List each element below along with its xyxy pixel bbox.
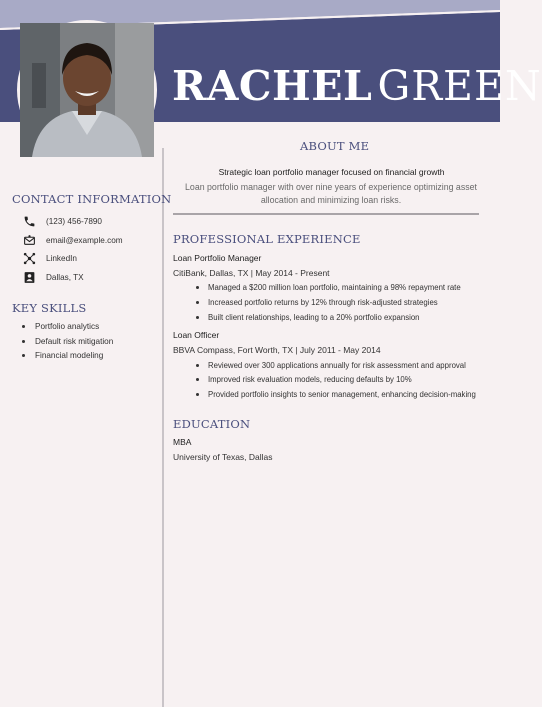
job-bullet: Managed a $200 million loan portfolio, maintaining a 98% repayment rate	[196, 283, 461, 292]
column-divider	[162, 148, 164, 707]
contact-phone-text: (123) 456-7890	[46, 216, 102, 226]
contact-location	[22, 270, 84, 284]
job-meta: BBVA Compass, Fort Worth, TX | July 2011 - May 2014	[173, 345, 381, 355]
first-name: RACHEL	[172, 62, 373, 110]
profile-photo	[17, 20, 157, 160]
skill-item: Portfolio analytics	[22, 322, 99, 331]
skill-item: Default risk mitigation	[22, 337, 113, 346]
contact-linkedin-text[interactable]: LinkedIn	[46, 253, 77, 263]
portrait-image	[20, 23, 154, 157]
skills-section-title: KEY SKILLS	[12, 301, 87, 315]
job-bullet: Provided portfolio insights to senior management, enhancing decision-making	[196, 390, 476, 399]
job-bullet: Reviewed over 300 applications annually for risk assessment and approval	[196, 361, 466, 370]
location-icon	[22, 270, 36, 284]
candidate-name	[172, 62, 542, 110]
education-section-title: EDUCATION	[173, 417, 251, 431]
job-bullet: Increased portfolio returns by 12% through risk-adjusted strategies	[196, 298, 438, 307]
contact-phone	[22, 214, 102, 228]
contact-location-text: Dallas, TX	[46, 272, 84, 282]
about-section-title: ABOUT ME	[300, 139, 370, 153]
about-body: Loan portfolio manager with over nine years of experience optimizing asset allocation and minimizing loan risks.	[185, 182, 477, 205]
about-headline: Strategic loan portfolio manager focused on financial growth	[218, 167, 445, 177]
contact-section-title: CONTACT INFORMATION	[12, 192, 172, 206]
job-meta: CitiBank, Dallas, TX | May 2014 - Present	[173, 268, 330, 278]
job-bullet: Improved risk evaluation models, reducing defaults by 10%	[196, 375, 412, 384]
linkedin-icon	[22, 251, 36, 265]
sidebar	[0, 122, 162, 707]
email-icon	[22, 233, 36, 247]
last-name: GREEN	[377, 62, 542, 110]
contact-linkedin[interactable]	[22, 251, 77, 265]
job-title: Loan Portfolio Manager	[173, 253, 262, 263]
phone-icon	[22, 214, 36, 228]
section-divider	[173, 213, 479, 215]
contact-email[interactable]	[22, 233, 123, 247]
education-degree: MBA	[173, 437, 192, 447]
contact-email-text[interactable]: email@example.com	[46, 235, 123, 245]
education-school: University of Texas, Dallas	[173, 452, 273, 462]
job-title: Loan Officer	[173, 330, 220, 340]
skill-item: Financial modeling	[22, 351, 103, 360]
job-bullet: Built client relationships, leading to a 20% portfolio expansion	[196, 313, 420, 322]
experience-section-title: PROFESSIONAL EXPERIENCE	[173, 232, 361, 246]
